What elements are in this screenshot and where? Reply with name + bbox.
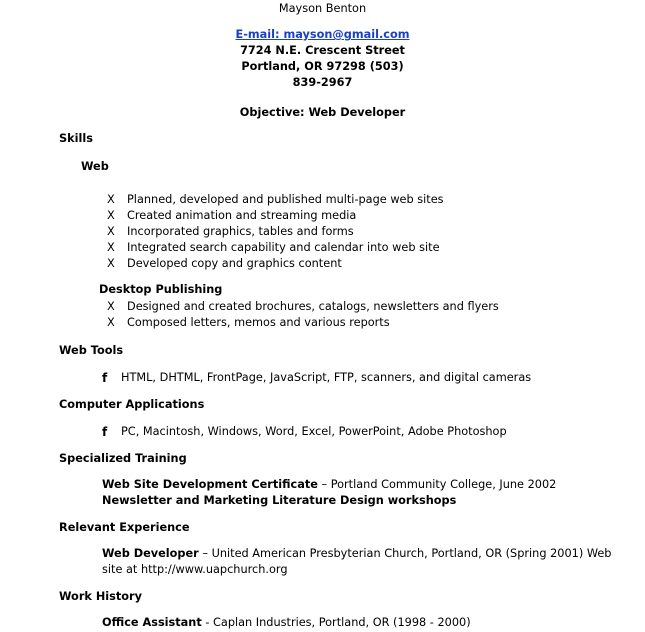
skills-heading: Skills bbox=[59, 132, 93, 145]
objective: Objective: Web Developer bbox=[239, 106, 406, 119]
x-bullet-icon: X bbox=[107, 193, 115, 206]
x-bullet-icon: X bbox=[107, 209, 115, 222]
work-history-item: Office Assistant - Caplan Industries, Portland, OR (1998 - 2000) bbox=[102, 616, 471, 629]
x-bullet-icon: X bbox=[107, 241, 115, 254]
training-item: Newsletter and Marketing Literature Design workshops bbox=[102, 494, 457, 507]
training-item: Web Site Development Certificate – Portland Community College, June 2002 bbox=[102, 478, 557, 491]
address-line: 7724 N.E. Crescent Street bbox=[240, 44, 405, 57]
experience-item: Web Developer – United American Presbyterian Church, Portland, OR (Spring 2001) Web bbox=[102, 547, 612, 560]
work-history-heading: Work History bbox=[59, 590, 142, 603]
email-link-text[interactable]: E-mail: mayson@gmail.com bbox=[235, 28, 410, 41]
phone-line: 839-2967 bbox=[292, 76, 353, 89]
x-bullet-icon: X bbox=[107, 316, 115, 329]
hand-pointer-icon: f bbox=[102, 371, 108, 385]
hand-pointer-icon: f bbox=[102, 425, 108, 439]
computer-apps-heading: Computer Applications bbox=[59, 398, 205, 411]
x-bullet-icon: X bbox=[107, 225, 115, 238]
x-bullet-icon: X bbox=[107, 257, 115, 270]
web-subheading: Web bbox=[81, 160, 109, 173]
training-heading: Specialized Training bbox=[59, 452, 187, 465]
x-bullet-icon: X bbox=[107, 300, 115, 313]
email-link[interactable] bbox=[0, 28, 645, 42]
experience-heading: Relevant Experience bbox=[59, 521, 190, 534]
resume-name: Mayson Benton bbox=[278, 2, 367, 15]
city-line: Portland, OR 97298 (503) bbox=[241, 60, 404, 73]
desktop-subheading: Desktop Publishing bbox=[99, 283, 223, 296]
web-tools-heading: Web Tools bbox=[59, 344, 124, 357]
experience-item-continued: site at http://www.uapchurch.org bbox=[102, 563, 288, 576]
